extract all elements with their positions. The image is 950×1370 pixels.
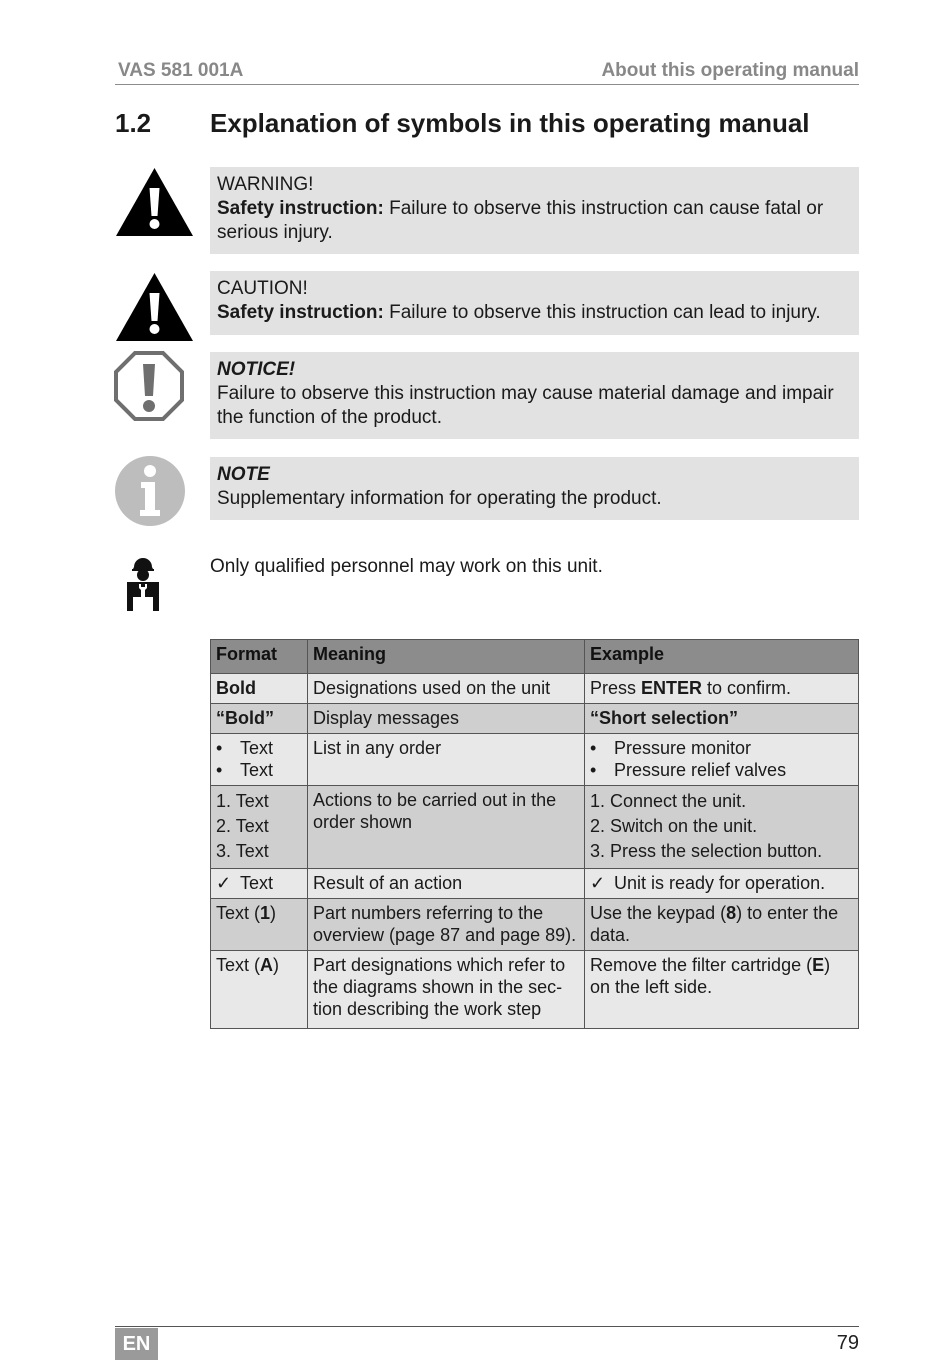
format-cell: Bold (211, 674, 308, 704)
table-row (211, 869, 859, 899)
table-header-row (211, 640, 859, 674)
meaning-cell: Part designations which refer to the diagrams shown in the sec-tion describing the work step (308, 951, 585, 1029)
caution-text: Failure to observe this instruction can lead to injury. (383, 302, 821, 323)
qualified-text: Only qualified personnel may work on this unit. (210, 556, 603, 577)
bullet-icon: • (590, 738, 597, 758)
checkmark-icon: ✓ (216, 873, 232, 893)
header-meaning: Meaning (308, 640, 585, 674)
bullet-icon: • (216, 760, 223, 780)
format-cell: Text (1) (211, 899, 308, 951)
caution-triangle-icon (114, 271, 195, 343)
example-cell: Press ENTER to confirm. (585, 674, 859, 704)
example-cell: ✓ Unit is ready for operation. (585, 869, 859, 899)
meaning-cell: List in any order (308, 734, 585, 786)
notice-box (210, 352, 859, 439)
qualified-personnel-icon (124, 557, 162, 613)
format-cell: “Bold” (211, 704, 308, 734)
example-cell: “Short selection” (585, 704, 859, 734)
footer-divider (115, 1326, 859, 1327)
warning-triangle-icon (114, 166, 195, 238)
example-cell: Remove the filter cartridge (E) on the left side. (585, 951, 859, 1029)
table-row (211, 786, 859, 869)
format-cell: 1. Text 2. Text 3. Text (211, 786, 308, 869)
notice-text: Failure to observe this instruction may cause material damage and impair the function of the product. (217, 383, 834, 428)
table-row (211, 704, 859, 734)
page-number: 79 (836, 1332, 859, 1354)
meaning-cell: Display messages (308, 704, 585, 734)
header-section: About this operating manual (601, 60, 859, 81)
section-number: 1.2 (115, 108, 152, 138)
example-cell: 1. Connect the unit. 2. Switch on the unit. 3. Press the selection button. (585, 786, 859, 869)
warning-box (210, 167, 859, 254)
caution-label: CAUTION! (217, 278, 308, 299)
note-label: NOTE (217, 464, 270, 485)
note-text: Supplementary information for operating the product. (217, 488, 662, 509)
caution-box (210, 271, 859, 335)
table-row (211, 734, 859, 786)
info-icon (114, 455, 186, 527)
notice-octagon-icon (113, 350, 185, 422)
example-cell: • Pressure monitor • Pressure relief valves (585, 734, 859, 786)
caution-bold: Safety instruction: (217, 302, 384, 323)
meaning-cell: Designations used on the unit (308, 674, 585, 704)
language-badge: EN (115, 1328, 158, 1360)
notice-label: NOTICE! (217, 359, 296, 380)
format-cell: • Text • Text (211, 734, 308, 786)
header-example: Example (585, 640, 859, 674)
bullet-icon: • (590, 760, 597, 780)
warning-text: Failure to observe this instruction can cause fatal or serious injury. (217, 198, 824, 243)
table-row (211, 951, 859, 1029)
format-cell: ✓ Text (211, 869, 308, 899)
doc-id: VAS 581 001A (118, 60, 244, 81)
page-header (115, 58, 859, 85)
table-row (211, 899, 859, 951)
warning-label: WARNING! (217, 174, 314, 195)
checkmark-icon: ✓ (590, 873, 606, 893)
bullet-icon: • (216, 738, 223, 758)
section-title: Explanation of symbols in this operating manual (210, 108, 810, 138)
format-cell: Text (A) (211, 951, 308, 1029)
meaning-cell: Actions to be carried out in the order shown (308, 786, 585, 869)
note-box (210, 457, 859, 520)
warning-bold: Safety instruction: (217, 198, 384, 219)
meaning-cell: Result of an action (308, 869, 585, 899)
meaning-cell: Part numbers referring to the overview (page 87 and page 89). (308, 899, 585, 951)
table-row (211, 674, 859, 704)
format-table (210, 639, 859, 1029)
header-format: Format (211, 640, 308, 674)
example-cell: Use the keypad (8) to enter the data. (585, 899, 859, 951)
